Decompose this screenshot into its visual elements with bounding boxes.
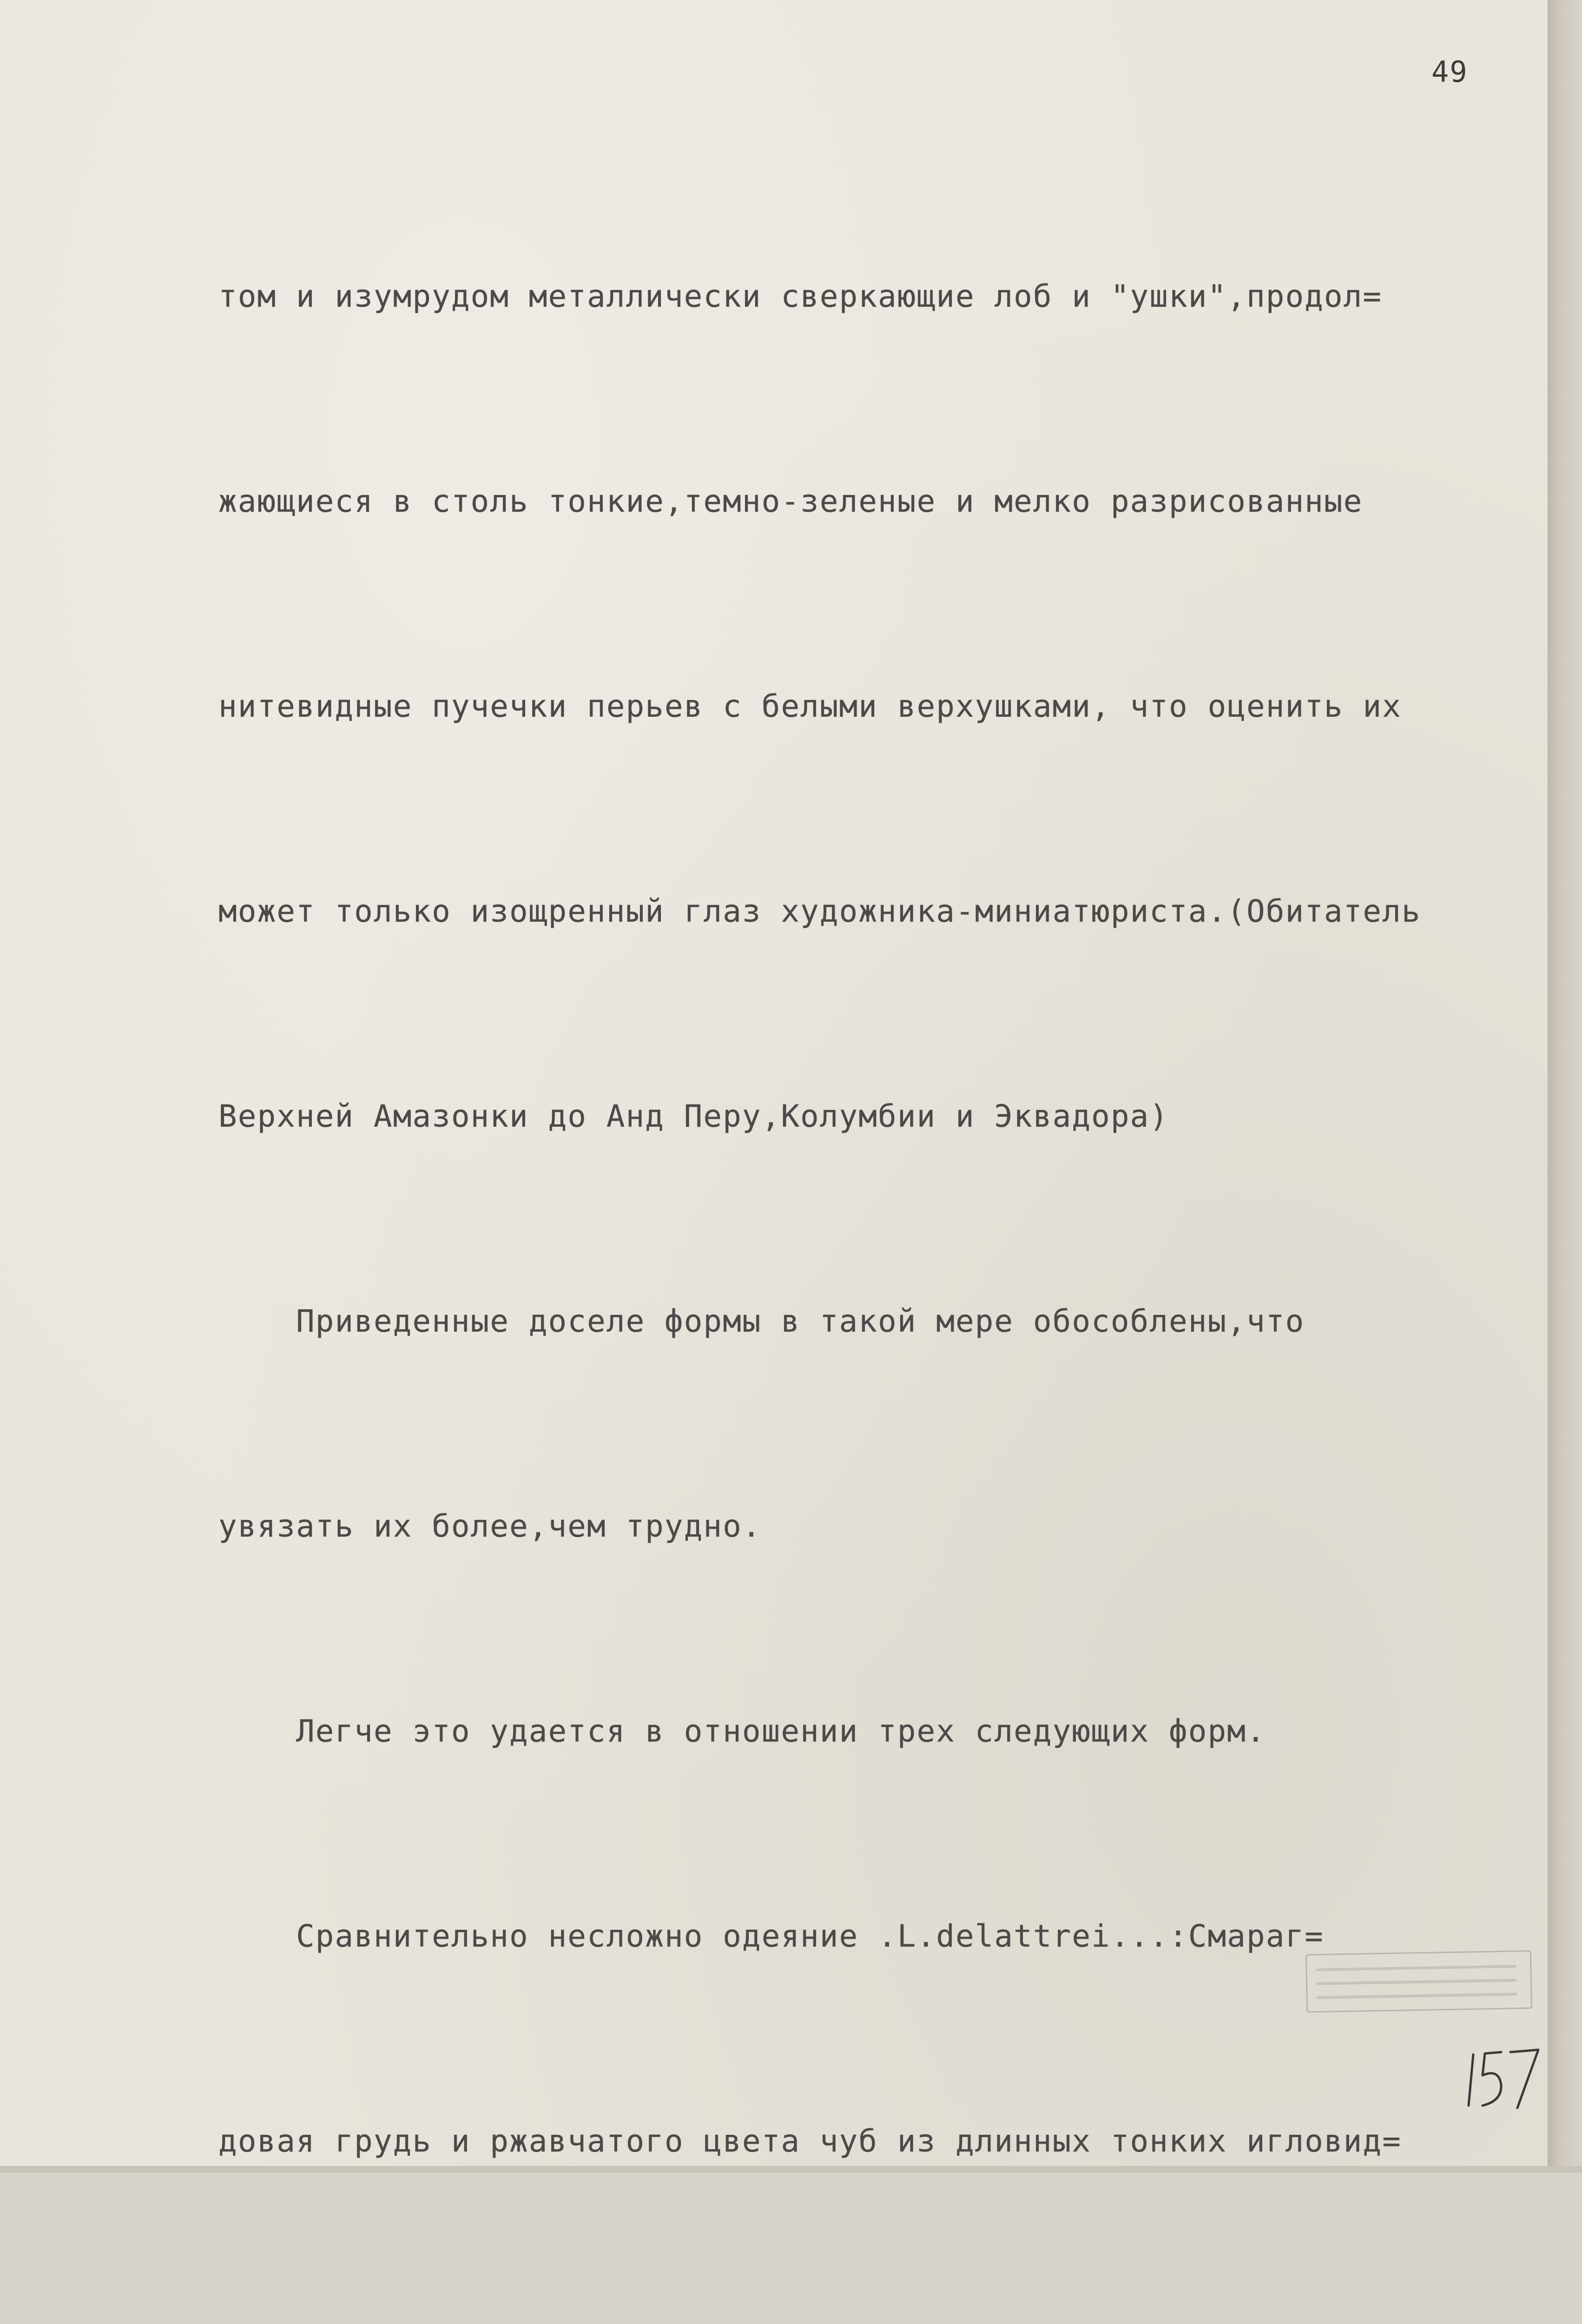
text-line: Приведенные доселе формы в такой мере обособлены,что <box>218 1303 1305 1339</box>
text-line: жающиеся в столь тонкие,темно-зеленые и мелко разрисованные <box>218 483 1363 519</box>
text-line: Верхней Амазонки до Анд Перу,Колумбии и Эквадора) <box>218 1098 1169 1134</box>
text-line: довая грудь и ржавчатого цвета чуб из длинных тонких игловид= <box>218 2123 1402 2159</box>
text-line: том и изумрудом металлически сверкающие лоб и "ушки",продол= <box>218 278 1383 314</box>
text-line <box>218 2312 1529 2324</box>
text-line: Сравнительно несложно одеяние .L.delattrei...:Смараг= <box>218 1918 1324 1954</box>
text-line: нитевидные пучечки перьев с белыми верхушками, что оценить их <box>218 688 1402 724</box>
stamp-line <box>1317 1993 1517 1999</box>
page-number: 49 <box>1431 55 1468 89</box>
handwritten-page-number <box>1464 2036 1543 2115</box>
archive-stamp <box>1305 1950 1532 2013</box>
stamp-line <box>1316 1965 1516 1971</box>
stamp-line <box>1317 1979 1516 1985</box>
text-line: может только изощренный глаз художника-миниатюриста.(Обитатель <box>218 893 1421 929</box>
text-line: увязать их более,чем трудно. <box>218 1508 762 1544</box>
text-line: Легче это удается в отношении трех следующих форм. <box>218 1713 1266 1749</box>
paper-edge <box>1548 0 1582 2172</box>
paper-edge <box>0 2166 1582 2172</box>
